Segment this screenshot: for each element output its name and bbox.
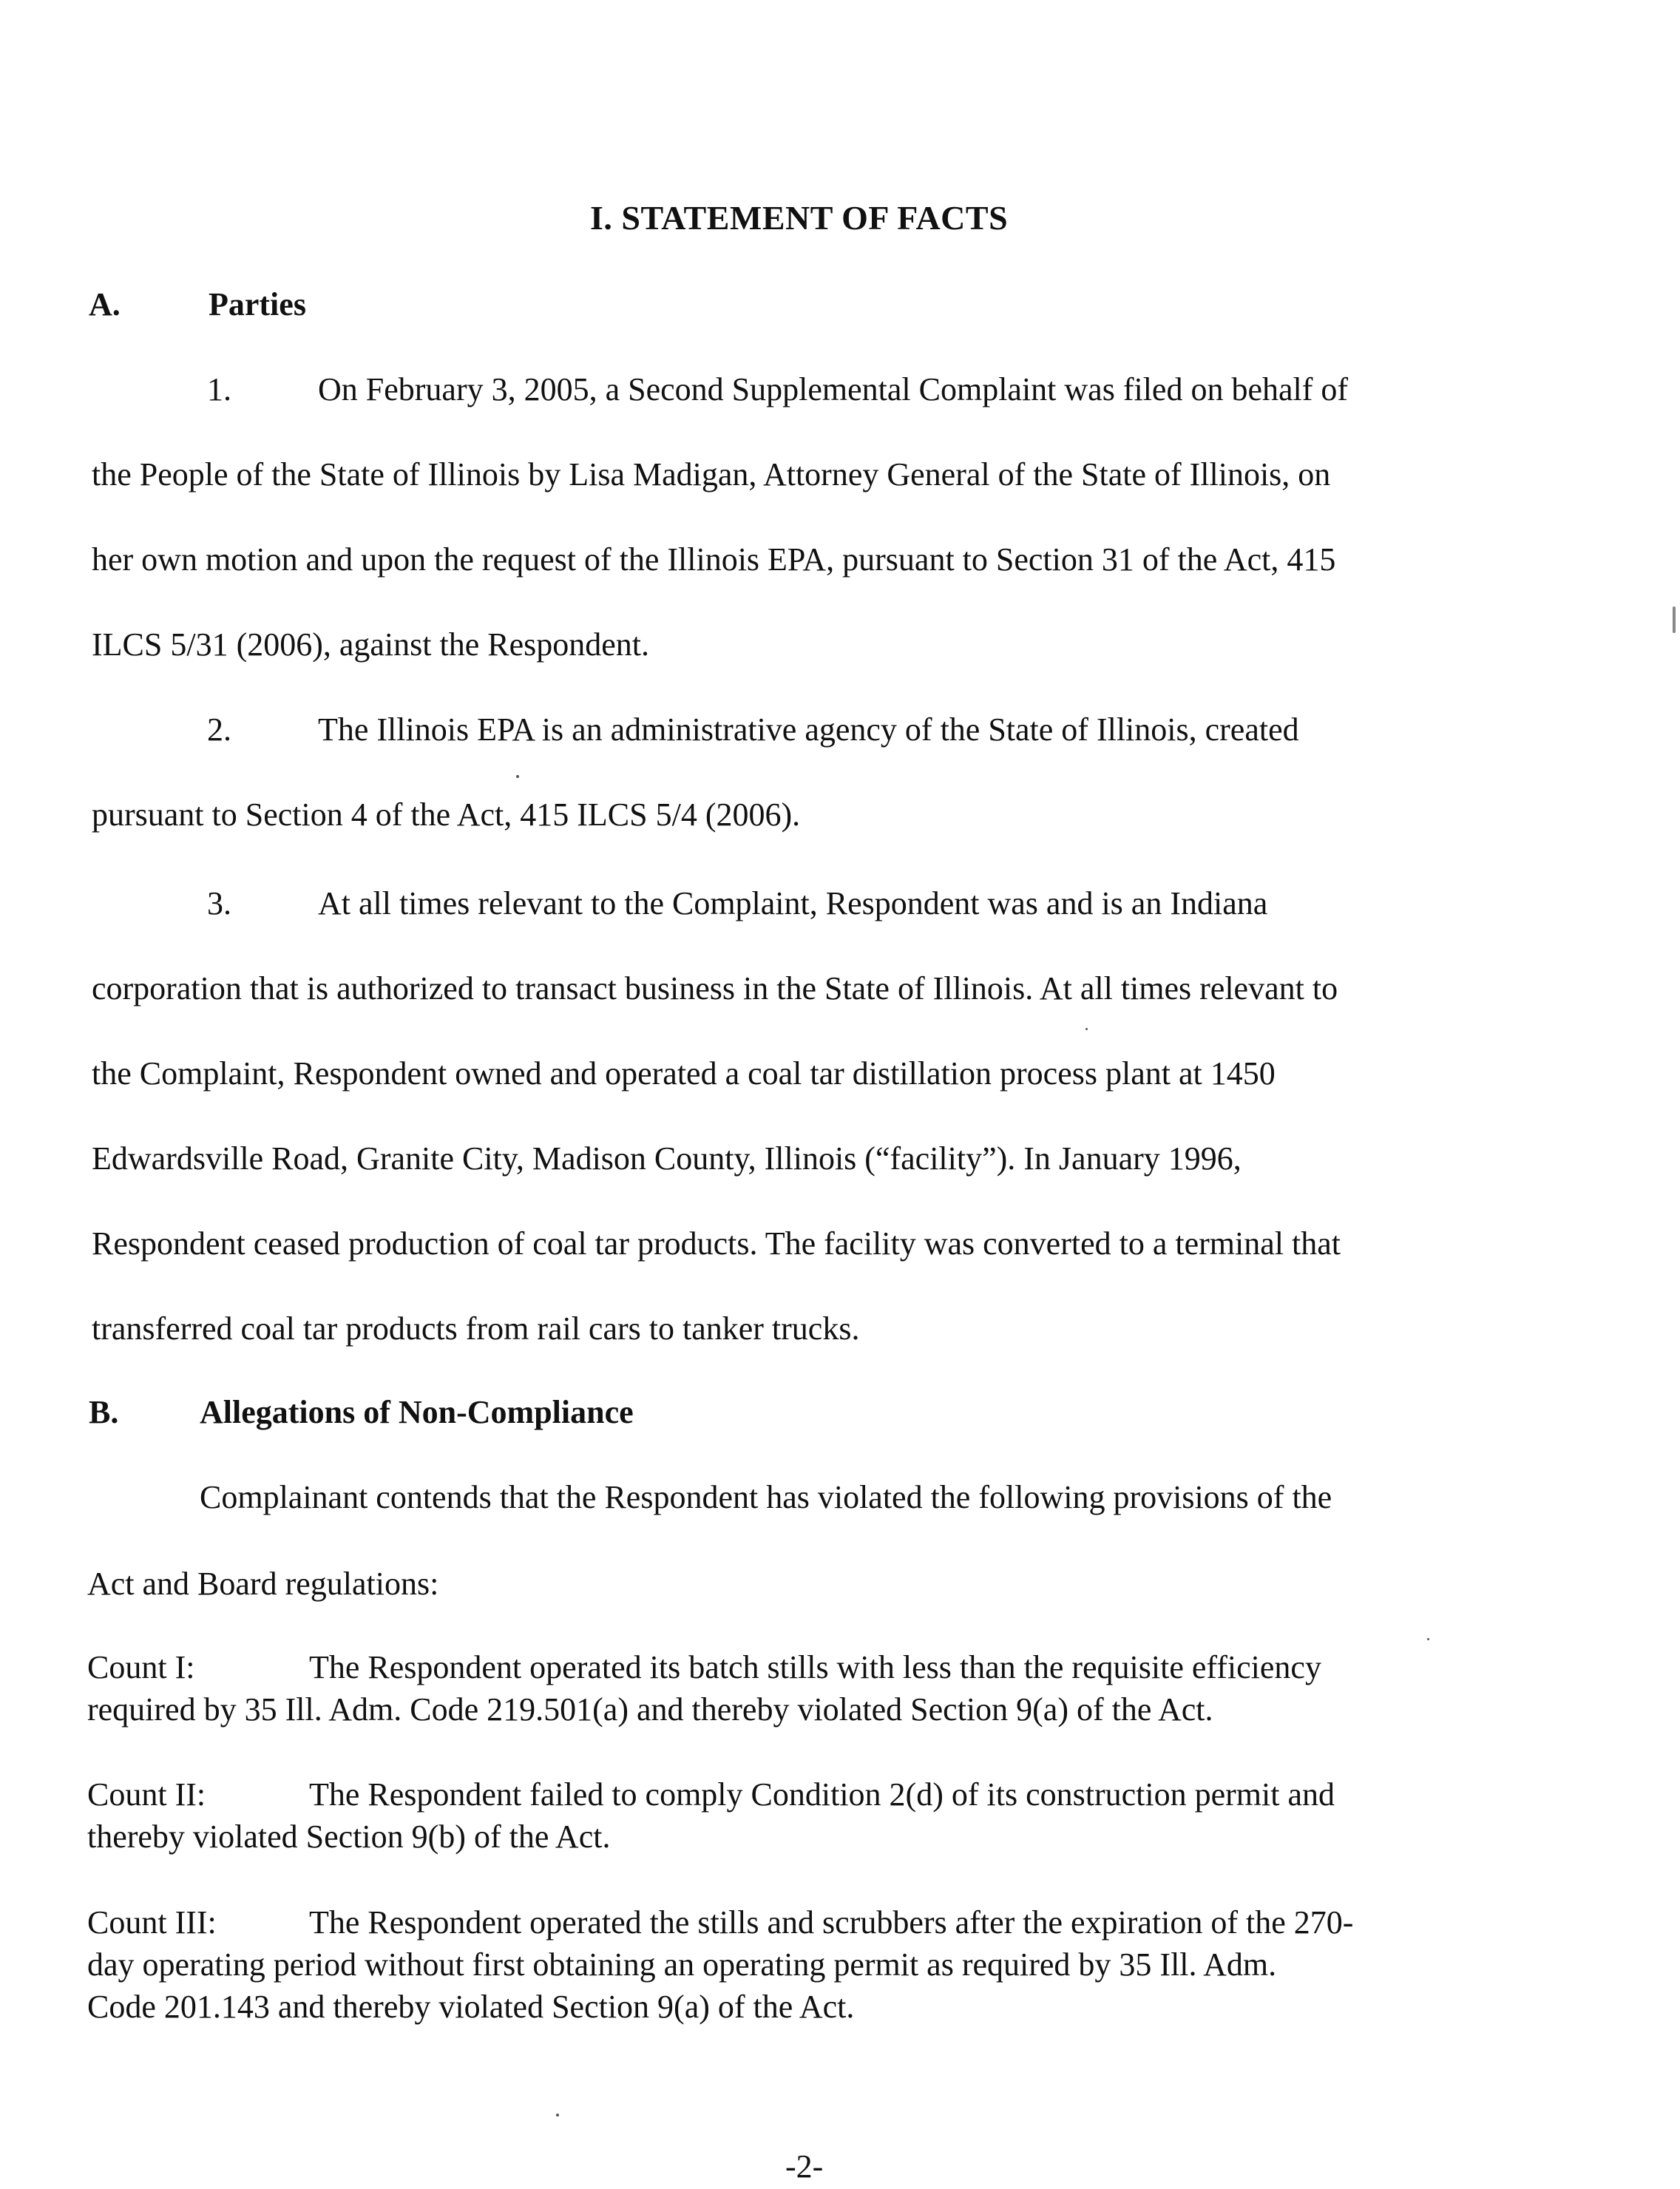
scan-speck [556, 2114, 559, 2117]
scan-speck [1673, 606, 1676, 633]
page-title: I. STATEMENT OF FACTS [590, 199, 1009, 237]
count-1-label: Count I: [87, 1649, 195, 1685]
scan-speck [516, 775, 519, 778]
paragraph-1-line-3: her own motion and upon the request of the Illinois EPA, pursuant to Section 31 of the Act, 415 [92, 541, 1336, 578]
scan-speck [1085, 1028, 1088, 1030]
paragraph-3-line-3: the Complaint, Respondent owned and operated a coal tar distillation process plant at 1450 [92, 1055, 1276, 1092]
paragraph-3-line-1: At all times relevant to the Complaint, Respondent was and is an Indiana [318, 885, 1268, 921]
paragraph-3-line-5: Respondent ceased production of coal tar products. The facility was converted to a terminal that [92, 1225, 1341, 1262]
scan-speck [1427, 1638, 1429, 1640]
section-a-heading: Parties [209, 286, 306, 322]
paragraph-1-line-1: On February 3, 2005, a Second Supplemental Complaint was filed on behalf of [318, 371, 1349, 407]
page-number: -2- [785, 2148, 824, 2185]
paragraph-2-line-1: The Illinois EPA is an administrative agency of the State of Illinois, created [318, 711, 1299, 748]
count-2-label: Count II: [87, 1776, 206, 1813]
paragraph-3-line-6: transferred coal tar products from rail cars to tanker trucks. [92, 1310, 860, 1347]
intro-line-2: Act and Board regulations: [87, 1566, 439, 1602]
paragraph-1-line-4: ILCS 5/31 (2006), against the Respondent. [92, 626, 650, 663]
paragraph-2-number: 2. [207, 711, 231, 748]
count-2-line-1: The Respondent failed to comply Condition 2(d) of its construction permit and [309, 1776, 1335, 1813]
section-b-heading: Allegations of Non-Compliance [200, 1394, 634, 1430]
count-2-line-2: thereby violated Section 9(b) of the Act. [87, 1818, 611, 1855]
paragraph-3-line-4: Edwardsville Road, Granite City, Madison County, Illinois (“facility”). In January 1996, [92, 1140, 1242, 1177]
count-3-line-2: day operating period without first obtaining an operating permit as required by 35 Ill. Adm. [87, 1946, 1277, 1983]
paragraph-1-line-2: the People of the State of Illinois by Lisa Madigan, Attorney General of the State of Illinois, on [92, 456, 1331, 493]
intro-line-1: Complainant contends that the Respondent has violated the following provisions of the [200, 1479, 1332, 1515]
paragraph-3-number: 3. [207, 885, 231, 921]
count-3-label: Count III: [87, 1904, 217, 1941]
count-3-line-1: The Respondent operated the stills and scrubbers after the expiration of the 270- [309, 1904, 1354, 1941]
count-1-line-2: required by 35 Ill. Adm. Code 219.501(a) and thereby violated Section 9(a) of the Act. [87, 1691, 1213, 1728]
section-a-marker: A. [89, 286, 121, 322]
count-1-line-1: The Respondent operated its batch stills with less than the requisite efficiency [309, 1649, 1321, 1685]
count-3-line-3: Code 201.143 and thereby violated Section 9(a) of the Act. [87, 1989, 855, 2025]
paragraph-1-number: 1. [207, 371, 231, 407]
section-b-marker: B. [89, 1394, 119, 1430]
paragraph-3-line-2: corporation that is authorized to transact business in the State of Illinois. At all times relevant to [92, 970, 1338, 1006]
paragraph-2-line-2: pursuant to Section 4 of the Act, 415 ILCS 5/4 (2006). [92, 796, 801, 833]
